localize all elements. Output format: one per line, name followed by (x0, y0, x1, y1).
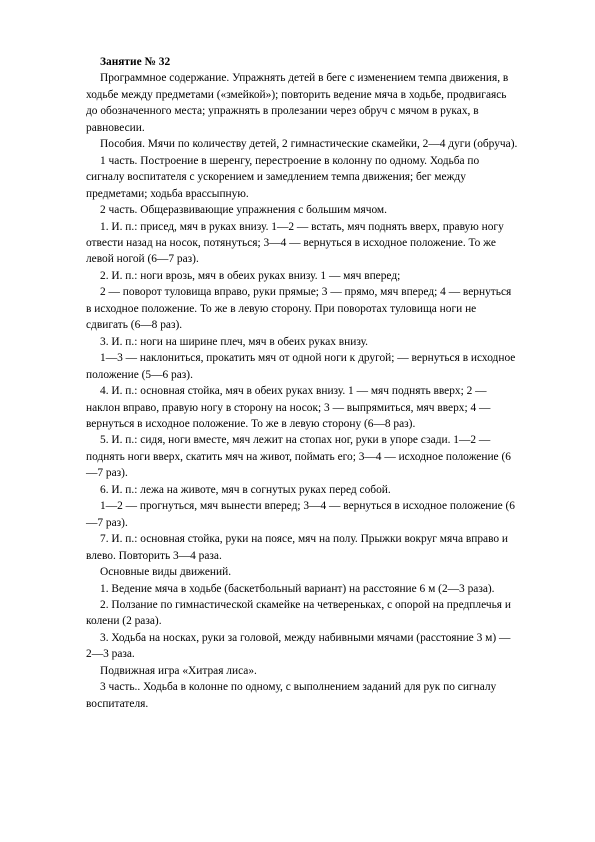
outdoor-game-paragraph: Подвижная игра «Хитрая лиса». (100, 664, 257, 677)
exercise-7-paragraph: 7. И. п.: основная стойка, руки на поясе, мяч на полу. Прыжки вокруг мяча вправо и влево. Повторить 3—4 раза. (86, 533, 509, 562)
part-one-paragraph: 1 часть. Построение в шеренгу, перестроение в колонну по одному. Ходьба по сигналу воспитателя с ускорением и замедлением темпа движения; бег между предметами; ходьба врассыпную. (86, 154, 480, 200)
movement-3-paragraph: 3. Ходьба на носках, руки за головой, между набивными мячами (расстояние 3 м) — 2—3 раза. (86, 631, 511, 661)
main-movements-heading: Основные виды движений. (100, 566, 232, 579)
exercise-2-start-paragraph: 2. И. п.: ноги врозь, мяч в обеих руках внизу. 1 — мяч вперед; (100, 269, 401, 282)
exercise-6-continuation-paragraph: 1—2 — прогнуться, мяч вынести вперед; 3—4 — вернуться в исходное положение (6—7 раз). (86, 500, 516, 529)
part-three-paragraph: 3 часть.. Ходьба в колонне по одному, с выполнением заданий для рук по сигналу воспитателя. (86, 681, 497, 710)
exercise-2-continuation-paragraph: 2 — поворот туловища вправо, руки прямые; 3 — прямо, мяч вперед; 4 — вернуться в исходное положение. То же в левую сторону. При поворотах туловища ноги не сдвигать (6—8 раз). (86, 286, 512, 332)
exercise-3-continuation-paragraph: 1—3 — наклониться, прокатить мяч от одной ноги к другой; — вернуться в исходное положение (5—6 раз). (86, 352, 516, 381)
exercise-3-start-paragraph: 3. И. п.: ноги на ширине плеч, мяч в обеих руках внизу. (100, 335, 369, 348)
movement-2-paragraph: 2. Ползание по гимнастической скамейке на четвереньках, с опорой на предплечья и колени (2 раза). (86, 598, 511, 628)
exercise-4-paragraph: 4. И. п.: основная стойка, мяч в обеих руках внизу. 1 — мяч поднять вверх; 2 — наклон вправо, правую ногу в сторону на носок; 3 — выпрямиться, мяч вверх; 4 — вернуться в исходное положение. То же в левую сторону (6—8 раз). (86, 385, 491, 430)
exercise-6-start-paragraph: 6. И. п.: лежа на животе, мяч в согнутых руках перед собой. (100, 483, 391, 496)
exercise-5-paragraph: 5. И. п.: сидя, ноги вместе, мяч лежит на стопах ног, руки в упоре сзади. 1—2 — поднять ноги вверх, скатить мяч на живот, поймать его; 3—4 — исходное положение (6—7 раз). (86, 434, 511, 480)
materials-paragraph: Пособия. Мячи по количеству детей, 2 гимнастические скамейки, 2—4 дуги (обруча). (100, 138, 518, 151)
program-content-paragraph: Программное содержание. Упражнять детей в беге с изменением темпа движения, в ходьбе между предметами («змейкой»); повторить ведение мяча в ходьбе, продвигаясь до обозначенного места; упражнять в пролезании через обруч с мячом в руках, в равновесии. (86, 72, 509, 134)
lesson-title: Занятие № 32 (100, 56, 171, 68)
document-page (86, 54, 518, 712)
movement-1-paragraph: 1. Ведение мяча в ходьбе (баскетбольный вариант) на расстояние 6 м (2—3 раза). (100, 582, 495, 595)
exercise-1-paragraph: 1. И. п.: присед, мяч в руках внизу. 1—2 — встать, мяч поднять вверх, правую ногу отвести назад на носок, потянуться; 3—4 — вернуться в исходное положение. То же левой ногой (6—7 раз). (86, 220, 504, 266)
part-two-heading: 2 часть. Общеразвивающие упражнения с большим мячом. (100, 204, 387, 217)
